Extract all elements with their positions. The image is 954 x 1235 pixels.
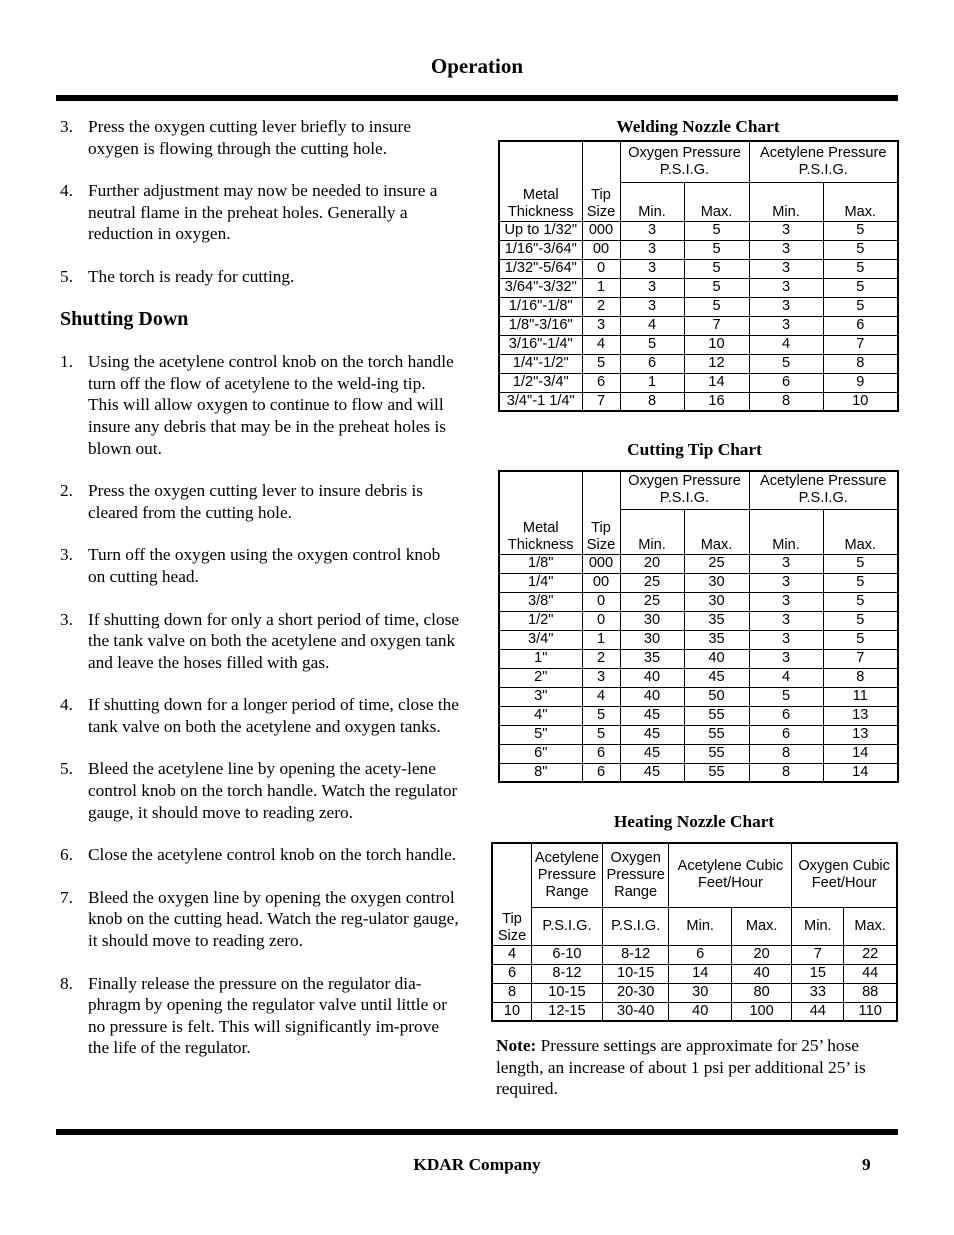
table-cell: 20: [620, 554, 684, 573]
step-number: 5.: [60, 266, 73, 286]
header-min: Min.: [749, 182, 823, 221]
step-text: If shutting down for only a short period of time, close the tank valve on both the acetylene and oxygen tank and leave the hoses filled with gas.: [88, 609, 459, 672]
table-cell: 50: [684, 687, 749, 706]
table-cell: 13: [823, 725, 898, 744]
table-cell: 4": [499, 706, 582, 725]
table-cell: 8: [749, 763, 823, 782]
table-cell: 1/2": [499, 611, 582, 630]
table-cell: 1: [582, 630, 620, 649]
step-number: 8.: [60, 973, 73, 993]
table-cell: 30: [620, 630, 684, 649]
table-cell: 16: [684, 392, 749, 411]
table-cell: 2: [582, 649, 620, 668]
table-cell: 10: [684, 335, 749, 354]
table-cell: 3/4"-1 1/4": [499, 392, 582, 411]
table-cell: 7: [823, 649, 898, 668]
header-max: Max.: [823, 509, 898, 554]
table-cell: 4: [620, 316, 684, 335]
table-cell: 4: [582, 687, 620, 706]
step-text: Bleed the oxygen line by opening the oxygen control knob on the cutting head. Watch the reg-ulator gauge, it should move to reading zero.: [88, 887, 459, 951]
table-row: [499, 259, 898, 278]
table-cell: 5: [582, 354, 620, 373]
table-cell: 1/4": [499, 573, 582, 592]
table-cell: 8": [499, 763, 582, 782]
table-cell: 14: [669, 964, 731, 983]
cutting-tip-table: [498, 470, 899, 783]
table-cell: 11: [823, 687, 898, 706]
step-text: The torch is ready for cutting.: [88, 266, 295, 286]
welding-chart-title: Welding Nozzle Chart: [616, 117, 780, 136]
table-row: [499, 592, 898, 611]
table-cell: 30: [669, 983, 731, 1002]
table-row: [499, 687, 898, 706]
table-cell: 35: [620, 649, 684, 668]
table-cell: 5: [620, 335, 684, 354]
table-cell: 12: [684, 354, 749, 373]
table-cell: 5: [823, 630, 898, 649]
header-tip-size: Tip Size: [582, 471, 620, 554]
table-cell: 40: [731, 964, 791, 983]
table-cell: 9: [823, 373, 898, 392]
welding-nozzle-table: [498, 140, 899, 412]
table-cell: 3: [582, 668, 620, 687]
table-cell: 4: [582, 335, 620, 354]
table-cell: 3: [749, 221, 823, 240]
header-max: Max.: [823, 182, 898, 221]
table-cell: 30: [684, 573, 749, 592]
table-cell: 6: [823, 316, 898, 335]
header-oxygen-pressure: Oxygen Pressure P.S.I.G.: [620, 141, 749, 182]
table-cell: 80: [731, 983, 791, 1002]
table-cell: 30: [684, 592, 749, 611]
step-number: 6.: [60, 845, 73, 865]
table-cell: 14: [684, 373, 749, 392]
table-cell: 5: [684, 221, 749, 240]
table-cell: 6: [582, 744, 620, 763]
step-number: 4.: [60, 181, 73, 201]
table-cell: 5": [499, 725, 582, 744]
table-cell: 5: [684, 278, 749, 297]
table-cell: 3: [749, 259, 823, 278]
table-row: [492, 1002, 897, 1021]
table-cell: 3/4": [499, 630, 582, 649]
header-rule: [56, 95, 898, 101]
step-item: [60, 609, 460, 674]
header-acetylene-cubic: Acetylene Cubic Feet/Hour: [669, 843, 792, 907]
step-item: [60, 758, 460, 823]
shutting-down-steps: [60, 351, 460, 1059]
table-row: [499, 649, 898, 668]
table-cell: 6: [749, 373, 823, 392]
table-cell: 45: [620, 725, 684, 744]
table-cell: 3: [749, 611, 823, 630]
table-cell: 5: [749, 687, 823, 706]
table-cell: 1: [620, 373, 684, 392]
table-cell: 14: [823, 744, 898, 763]
table-row: [499, 354, 898, 373]
table-cell: 20: [731, 945, 791, 964]
table-cell: 5: [823, 240, 898, 259]
table-cell: 7: [792, 945, 844, 964]
step-text: Press the oxygen cutting lever briefly to insure oxygen is flowing through the cutting hole.: [88, 117, 411, 158]
table-cell: 1": [499, 649, 582, 668]
table-cell: 3/64"-3/32": [499, 278, 582, 297]
table-cell: 30-40: [602, 1002, 669, 1021]
lighting-steps: [60, 116, 460, 288]
table-cell: 35: [684, 611, 749, 630]
table-cell: 8: [620, 392, 684, 411]
table-cell: 8: [823, 668, 898, 687]
table-cell: 40: [684, 649, 749, 668]
table-cell: 00: [582, 240, 620, 259]
table-row: [499, 725, 898, 744]
header-max: Max.: [684, 182, 749, 221]
step-item: [60, 544, 460, 587]
table-cell: 3/8": [499, 592, 582, 611]
step-text: Finally release the pressure on the regulator dia-phragm by opening the regulator valve until little or no pressure is felt. This will significantly im-prove the life of the regulator.: [88, 973, 447, 1058]
table-cell: 30: [620, 611, 684, 630]
table-cell: 8: [492, 983, 532, 1002]
table-cell: 5: [684, 297, 749, 316]
table-cell: 3: [582, 316, 620, 335]
step-item: [60, 887, 460, 952]
header-acetylene-pressure: Acetylene Pressure P.S.I.G.: [749, 471, 898, 509]
table-row: [499, 278, 898, 297]
table-cell: 1/16"-3/64": [499, 240, 582, 259]
table-cell: 5: [823, 221, 898, 240]
table-cell: 6: [582, 373, 620, 392]
page-number: 9: [862, 1155, 871, 1174]
table-cell: 4: [749, 335, 823, 354]
step-text: Further adjustment may now be needed to insure a neutral flame in the preheat holes. Generally a reduction in oxygen.: [88, 181, 438, 244]
header-psig: P.S.I.G.: [532, 907, 603, 945]
table-cell: 3: [749, 554, 823, 573]
table-cell: 5: [823, 259, 898, 278]
step-text: Close the acetylene control knob on the torch handle.: [88, 845, 457, 865]
table-cell: 88: [844, 983, 897, 1002]
left-column: [60, 116, 460, 1080]
table-cell: 44: [792, 1002, 844, 1021]
table-cell: 000: [582, 221, 620, 240]
table-cell: 1/4"-1/2": [499, 354, 582, 373]
table-cell: 55: [684, 744, 749, 763]
table-cell: 8: [749, 744, 823, 763]
header-metal-thickness: Metal Thickness: [499, 471, 582, 554]
table-cell: 40: [620, 687, 684, 706]
table-cell: 40: [669, 1002, 731, 1021]
table-cell: 3": [499, 687, 582, 706]
table-cell: 3: [749, 278, 823, 297]
table-cell: 5: [823, 278, 898, 297]
table-row: [499, 392, 898, 411]
table-cell: 4: [492, 945, 532, 964]
table-cell: 6: [582, 763, 620, 782]
step-number: 3.: [60, 609, 73, 629]
table-cell: 25: [620, 573, 684, 592]
table-row: [499, 316, 898, 335]
table-cell: 10: [823, 392, 898, 411]
table-row: [499, 335, 898, 354]
table-cell: 3: [749, 592, 823, 611]
step-text: If shutting down for a longer period of time, close the tank valve on both the acetylene and oxygen tanks.: [88, 695, 459, 736]
note-text: Pressure settings are approximate for 25’ hose length, an increase of about 1 psi per additional 25’ is required.: [496, 1036, 866, 1099]
table-cell: 20-30: [602, 983, 669, 1002]
table-cell: 5: [684, 259, 749, 278]
table-cell: 3: [620, 259, 684, 278]
step-number: 3.: [60, 117, 73, 136]
table-cell: 12-15: [532, 1002, 603, 1021]
step-number: 2.: [60, 481, 73, 501]
table-cell: 14: [823, 763, 898, 782]
table-cell: 6-10: [532, 945, 603, 964]
note-label: Note:: [496, 1036, 537, 1055]
table-row: [492, 983, 897, 1002]
table-row: [499, 668, 898, 687]
table-row: [492, 964, 897, 983]
table-cell: 5: [823, 573, 898, 592]
header-min: Min.: [620, 182, 684, 221]
table-cell: 0: [582, 259, 620, 278]
table-row: [499, 297, 898, 316]
header-oxygen-pressure: Oxygen Pressure P.S.I.G.: [620, 471, 749, 509]
step-item: [60, 480, 460, 523]
table-cell: 25: [684, 554, 749, 573]
table-cell: 3: [749, 573, 823, 592]
table-cell: 55: [684, 706, 749, 725]
table-cell: 0: [582, 592, 620, 611]
table-cell: 7: [684, 316, 749, 335]
table-cell: 5: [582, 725, 620, 744]
table-cell: 10: [492, 1002, 532, 1021]
table-row: [499, 240, 898, 259]
heating-nozzle-table: [491, 842, 898, 1022]
table-cell: 13: [823, 706, 898, 725]
step-item: [60, 844, 460, 866]
header-max: Max.: [684, 509, 749, 554]
table-cell: 3: [620, 240, 684, 259]
table-cell: 3: [620, 221, 684, 240]
table-cell: 15: [792, 964, 844, 983]
table-cell: 1: [582, 278, 620, 297]
step-number: 7.: [60, 887, 73, 907]
step-text: Using the acetylene control knob on the torch handle turn off the flow of acetylene to the weld-ing tip. This will allow oxygen to continue to flow and will insure any debris that may be in the preheat holes is blown out.: [88, 352, 454, 458]
step-number: 5.: [60, 759, 73, 779]
table-cell: 6": [499, 744, 582, 763]
table-cell: 2: [582, 297, 620, 316]
table-row: [499, 763, 898, 782]
table-cell: 100: [731, 1002, 791, 1021]
step-item: [60, 116, 460, 159]
table-cell: 3: [749, 316, 823, 335]
header-min: Min.: [792, 907, 844, 945]
table-cell: 5: [823, 611, 898, 630]
header-oxygen-cubic: Oxygen Cubic Feet/Hour: [792, 843, 897, 907]
shutting-down-heading: Shutting Down: [60, 307, 189, 330]
table-cell: 0: [582, 611, 620, 630]
table-cell: Up to 1/32": [499, 221, 582, 240]
table-cell: 8: [823, 354, 898, 373]
table-cell: 1/32"-5/64": [499, 259, 582, 278]
header-oxygen-pressure-range: Oxygen Pressure Range: [602, 843, 669, 907]
table-cell: 55: [684, 725, 749, 744]
table-cell: 8: [749, 392, 823, 411]
cutting-chart-title: Cutting Tip Chart: [627, 440, 762, 459]
table-cell: 1/2"-3/4": [499, 373, 582, 392]
table-cell: 6: [749, 706, 823, 725]
header-acetylene-pressure-range: Acetylene Pressure Range: [532, 843, 603, 907]
table-cell: 3: [620, 278, 684, 297]
table-cell: 6: [749, 725, 823, 744]
table-cell: 1/8": [499, 554, 582, 573]
step-item: [60, 694, 460, 737]
table-cell: 4: [749, 668, 823, 687]
table-cell: 45: [620, 744, 684, 763]
table-cell: 6: [492, 964, 532, 983]
table-cell: 45: [620, 763, 684, 782]
table-cell: 2": [499, 668, 582, 687]
table-cell: 7: [823, 335, 898, 354]
table-cell: 35: [684, 630, 749, 649]
table-cell: 44: [844, 964, 897, 983]
table-cell: 00: [582, 573, 620, 592]
heating-chart-title: Heating Nozzle Chart: [613, 812, 775, 831]
header-min: Min.: [749, 509, 823, 554]
table-cell: 5: [684, 240, 749, 259]
header-acetylene-pressure: Acetylene Pressure P.S.I.G.: [749, 141, 898, 182]
step-text: Bleed the acetylene line by opening the acety-lene control knob on the torch handle. Watch the regulator gauge, it should move to reading zero.: [88, 759, 458, 822]
table-cell: 3/16"-1/4": [499, 335, 582, 354]
table-cell: 45: [684, 668, 749, 687]
table-cell: 40: [620, 668, 684, 687]
step-text: Press the oxygen cutting lever to insure debris is cleared from the cutting hole.: [88, 481, 424, 522]
table-cell: 7: [582, 392, 620, 411]
table-cell: 6: [620, 354, 684, 373]
table-row: [499, 630, 898, 649]
table-cell: 000: [582, 554, 620, 573]
step-number: 3.: [60, 545, 73, 565]
table-row: [499, 611, 898, 630]
step-number: 4.: [60, 695, 73, 715]
table-cell: 1/8"-3/16": [499, 316, 582, 335]
table-cell: 8-12: [602, 945, 669, 964]
table-row: [492, 945, 897, 964]
table-cell: 55: [684, 763, 749, 782]
table-cell: 22: [844, 945, 897, 964]
table-cell: 5: [823, 297, 898, 316]
step-text: Turn off the oxygen using the oxygen control knob on cutting head.: [88, 545, 441, 586]
table-row: [499, 221, 898, 240]
table-cell: 3: [749, 630, 823, 649]
table-cell: 45: [620, 706, 684, 725]
table-cell: 6: [669, 945, 731, 964]
table-row: [499, 706, 898, 725]
table-row: [499, 573, 898, 592]
step-item: [60, 180, 460, 245]
header-min: Min.: [620, 509, 684, 554]
table-cell: 5: [749, 354, 823, 373]
table-cell: 5: [823, 554, 898, 573]
table-cell: 3: [749, 297, 823, 316]
step-item: [60, 973, 460, 1059]
header-psig: P.S.I.G.: [602, 907, 669, 945]
header-tip-size: Tip Size: [492, 843, 532, 945]
table-cell: 110: [844, 1002, 897, 1021]
table-cell: 1/16"-1/8": [499, 297, 582, 316]
table-cell: 3: [749, 649, 823, 668]
header-max: Max.: [844, 907, 897, 945]
table-cell: 5: [582, 706, 620, 725]
table-cell: 3: [620, 297, 684, 316]
footer-rule: [56, 1129, 898, 1135]
header-max: Max.: [731, 907, 791, 945]
table-cell: 25: [620, 592, 684, 611]
table-row: [499, 554, 898, 573]
table-cell: 33: [792, 983, 844, 1002]
header-metal-thickness: Metal Thickness: [499, 141, 582, 221]
table-cell: 10-15: [532, 983, 603, 1002]
step-number: 1.: [60, 352, 73, 372]
header-min: Min.: [669, 907, 731, 945]
pressure-note: [496, 1035, 900, 1100]
footer-company: KDAR Company: [413, 1155, 541, 1174]
step-item: [60, 266, 460, 288]
table-cell: 8-12: [532, 964, 603, 983]
page-header-title: Operation: [430, 54, 524, 78]
step-item: [60, 351, 460, 459]
table-cell: 5: [823, 592, 898, 611]
table-row: [499, 744, 898, 763]
header-tip-size: Tip Size: [582, 141, 620, 221]
table-cell: 10-15: [602, 964, 669, 983]
table-cell: 3: [749, 240, 823, 259]
table-row: [499, 373, 898, 392]
